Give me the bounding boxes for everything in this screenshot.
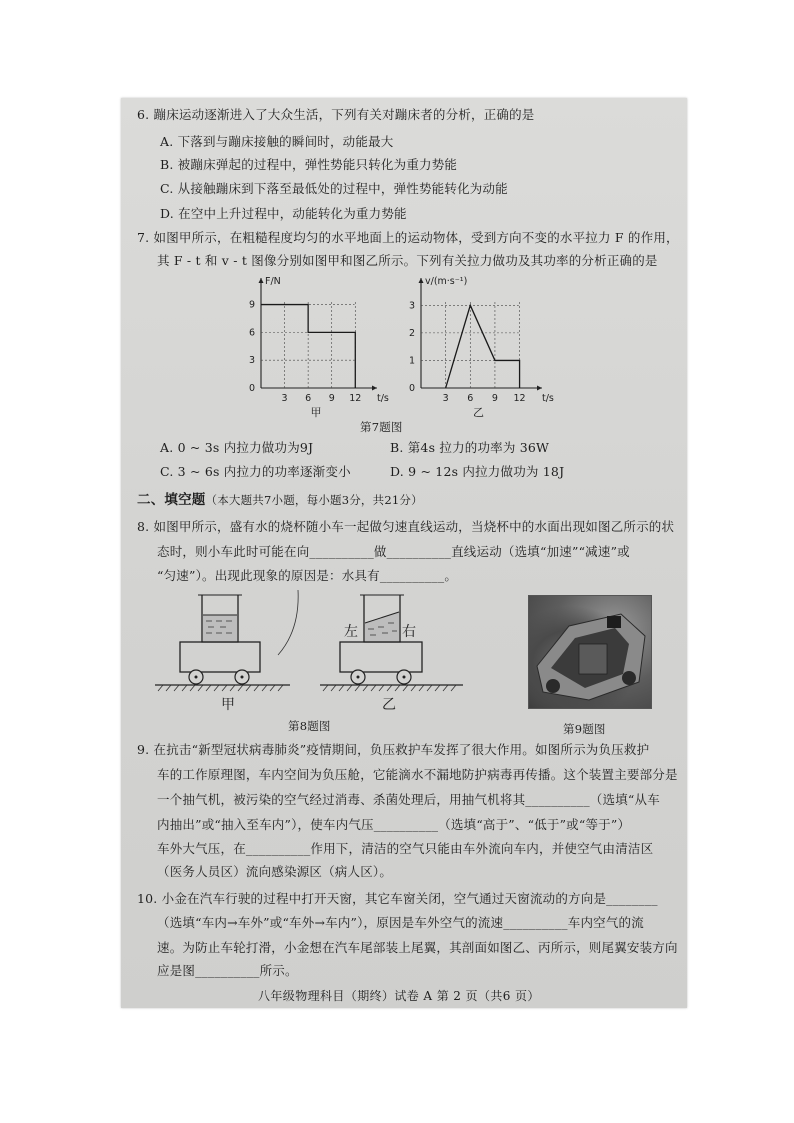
q7-option-d: D. 9 ~ 12s 内拉力做功为 18J — [390, 464, 565, 479]
x-axis-label: t/s — [377, 393, 389, 404]
q9-line1: 9. 在抗击“新型冠状病毒肺炎”疫情期间，负压救护车发挥了很大作用。如图所示为负压救护 — [137, 742, 650, 757]
q7-figure-caption: 第7题图 — [360, 420, 403, 434]
ambulance-photo — [528, 595, 652, 709]
q7-stem-line1: 7. 如图甲所示，在粗糙程度均匀的水平地面上的运动物体，受到方向不变的水平拉力 F 的作用， — [137, 230, 679, 245]
q7-option-b: B. 第4s 拉力的功率为 36W — [390, 440, 550, 455]
y-tick-label: 6 — [248, 327, 255, 339]
graph-title: 乙 — [473, 406, 484, 419]
y-axis-label: F/N — [265, 276, 281, 287]
x-axis-label: t/s — [542, 393, 554, 404]
label-left: 左 — [344, 624, 359, 640]
y-tick-label: 0 — [248, 383, 255, 394]
q10-line1: 10. 小金在汽车行驶的过程中打开天窗，其它车窗关闭，空气通过天窗流动的方向是________ — [137, 891, 658, 906]
q6-option-a: A. 下落到与蹦床接触的瞬间时，动能最大 — [160, 134, 394, 149]
label-right: 右 — [402, 624, 417, 640]
series-line — [446, 305, 520, 388]
q7-option-a: A. 0 ~ 3s 内拉力做功为9J — [160, 440, 314, 455]
q7-stem-line2: 其 F - t 和 v - t 图像分别如图甲和图乙所示。下列有关拉力做功及其功率的分析正确的是 — [157, 253, 658, 268]
q10-line3: 速。为防止车轮打滑，小金想在汽车尾部装上尾翼，其剖面如图乙、丙所示，则尾翼安装方向 — [157, 940, 678, 955]
y-tick-label: 3 — [248, 355, 255, 367]
label-jia: 甲 — [221, 697, 236, 713]
q9-line5: 车外大气压，在__________作用下，清洁的空气只能由车外流向车内，并使空气由清洁区 — [157, 841, 654, 856]
q8-figure-caption: 第8题图 — [288, 719, 331, 733]
y-axis-label: v/(m·s⁻¹) — [425, 276, 468, 287]
cart-figure-jia — [150, 585, 310, 695]
cart-figure-yi — [318, 585, 468, 695]
x-tick-label: 6 — [305, 393, 312, 404]
q10-line4: 应是图__________所示。 — [157, 963, 298, 978]
y-tick-label: 3 — [408, 300, 415, 312]
q8-line3: “匀速”）。出现此现象的原因是：水具有__________。 — [157, 568, 458, 583]
x-tick-label: 12 — [349, 393, 362, 404]
q9-figure-caption: 第9题图 — [563, 722, 606, 736]
y-tick-label: 9 — [248, 299, 255, 311]
section-note: （本大题共7小题，每小题3分，共21分） — [205, 493, 423, 507]
x-tick-label: 9 — [491, 393, 498, 404]
velocity-time-graph — [405, 276, 555, 420]
y-tick-label: 2 — [408, 327, 415, 339]
q9-line2: 车的工作原理图，车内空间为负压舱，它能滴水不漏地防护病毒再传播。这个装置主要部分是 — [157, 767, 678, 782]
q7-option-c: C. 3 ~ 6s 内拉力的功率逐渐变小 — [160, 464, 351, 479]
x-tick-label: 6 — [467, 393, 474, 404]
q10-line2: （选填“车内→车外”或“车外→车内”），原因是车外空气的流速__________车内空气的流 — [157, 915, 644, 930]
y-tick-label: 0 — [408, 383, 415, 394]
y-tick-label: 1 — [408, 355, 415, 367]
q9-line6: （医务人员区）流向感染源区（病人区）。 — [157, 864, 393, 879]
q6-option-b: B. 被蹦床弹起的过程中，弹性势能只转化为重力势能 — [160, 157, 458, 172]
force-time-graph — [245, 276, 389, 420]
section-title — [137, 492, 423, 508]
q8-line2: 态时，则小车此时可能在向__________做__________直线运动（选填“加速”“减速”或 — [157, 544, 630, 559]
graph-title: 甲 — [310, 406, 322, 419]
section-heading: 二、填空题 — [137, 492, 206, 508]
label-yi: 乙 — [382, 697, 397, 713]
x-tick-label: 3 — [442, 393, 449, 404]
q6-stem: 6. 蹦床运动逐渐进入了大众生活，下列有关对蹦床者的分析，正确的是 — [137, 107, 535, 122]
page-footer: 八年级物理科目（期终）试卷 A 第 2 页（共6 页） — [258, 989, 540, 1003]
x-axis-arrow — [537, 386, 542, 391]
q9-line4: 内抽出”或“抽入至车内”），使车内气压__________（选填“高于”、“低于”或“等于”） — [157, 817, 631, 832]
q6-option-d: D. 在空中上升过程中，动能转化为重力势能 — [160, 206, 407, 221]
x-tick-label: 9 — [328, 393, 335, 404]
q6-option-c: C. 从接触蹦床到下落至最低处的过程中，弹性势能转化为动能 — [160, 181, 508, 196]
q8-line1: 8. 如图甲所示，盛有水的烧杯随小车一起做匀速直线运动，当烧杯中的水面出现如图乙所示的状 — [137, 519, 675, 534]
x-axis-arrow — [372, 386, 377, 391]
x-tick-label: 3 — [281, 393, 288, 404]
q9-line3: 一个抽气机，被污染的空气经过消毒、杀菌处理后，用抽气机将其__________（选填“从车 — [157, 792, 660, 807]
x-tick-label: 12 — [513, 393, 526, 404]
